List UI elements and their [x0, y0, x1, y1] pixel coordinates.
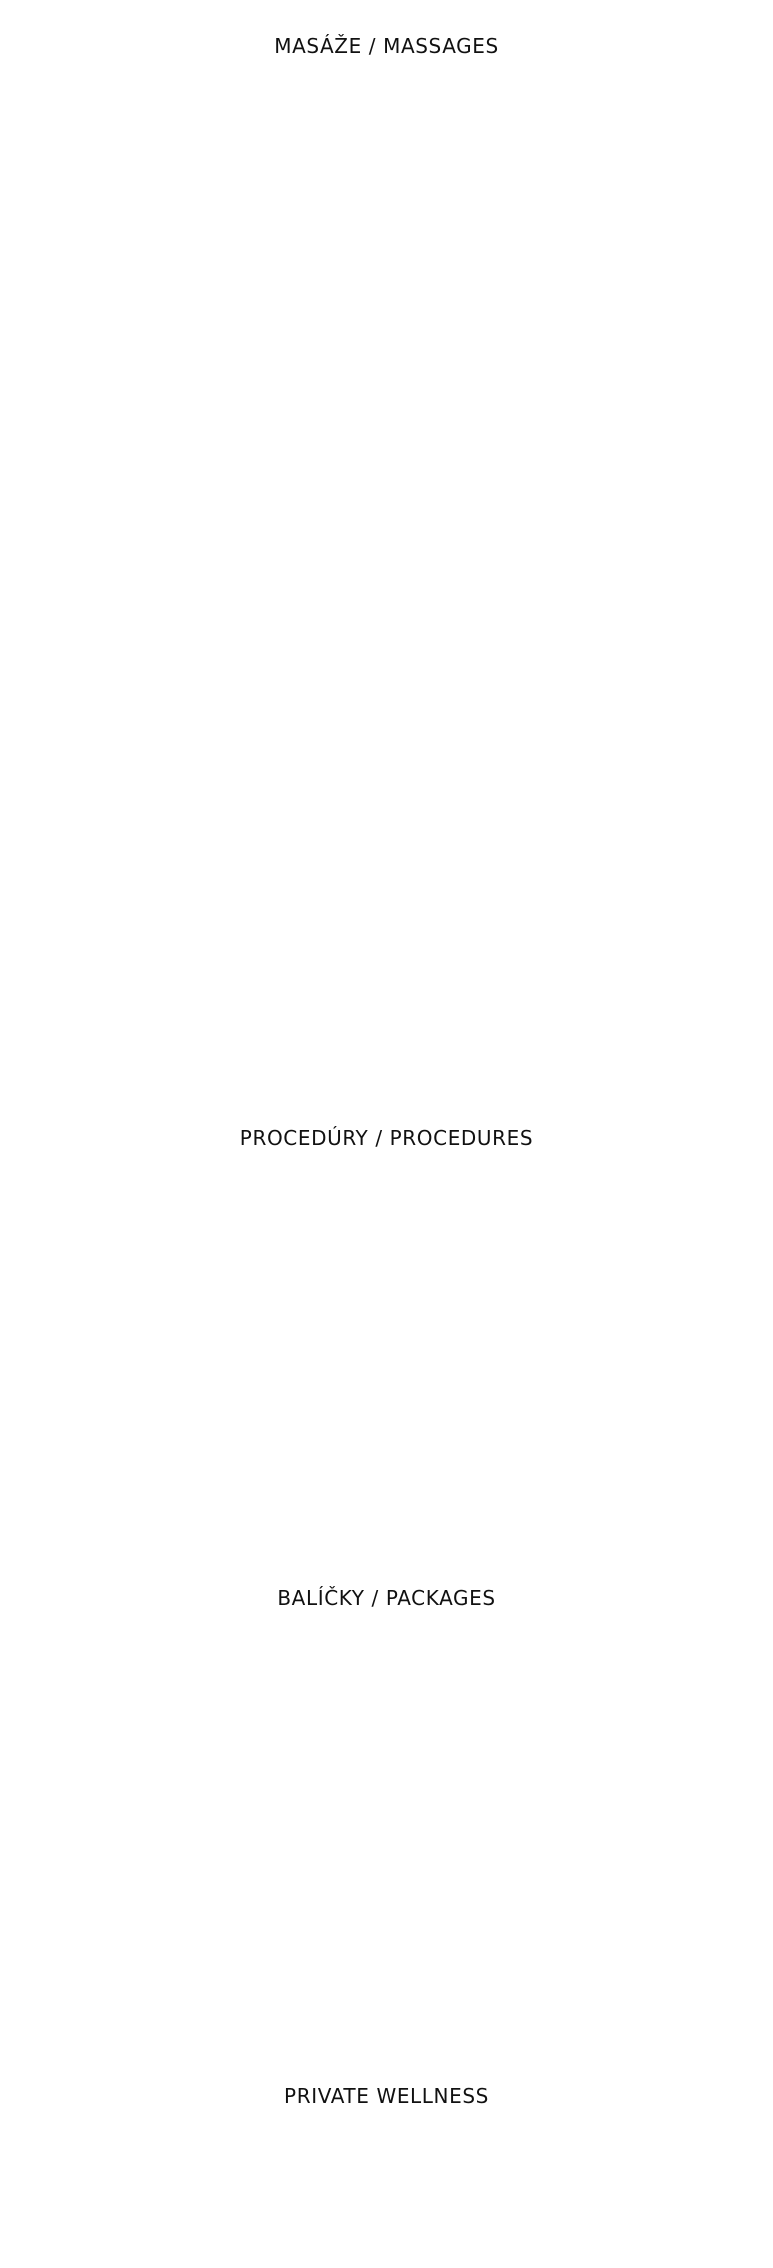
procedures-section: [0, 1060, 773, 1530]
massages-section: [0, 0, 773, 1060]
packages-section: [0, 1530, 773, 2030]
massages-heading: MASÁŽE / MASSAGES: [274, 34, 499, 58]
procedures-heading: PROCEDÚRY / PROCEDURES: [239, 1126, 534, 1150]
private-wellness-section: [0, 2030, 773, 2268]
packages-heading: BALÍČKY / PACKAGES: [277, 1586, 496, 1610]
private-wellness-heading: PRIVATE WELLNESS: [284, 2084, 489, 2108]
